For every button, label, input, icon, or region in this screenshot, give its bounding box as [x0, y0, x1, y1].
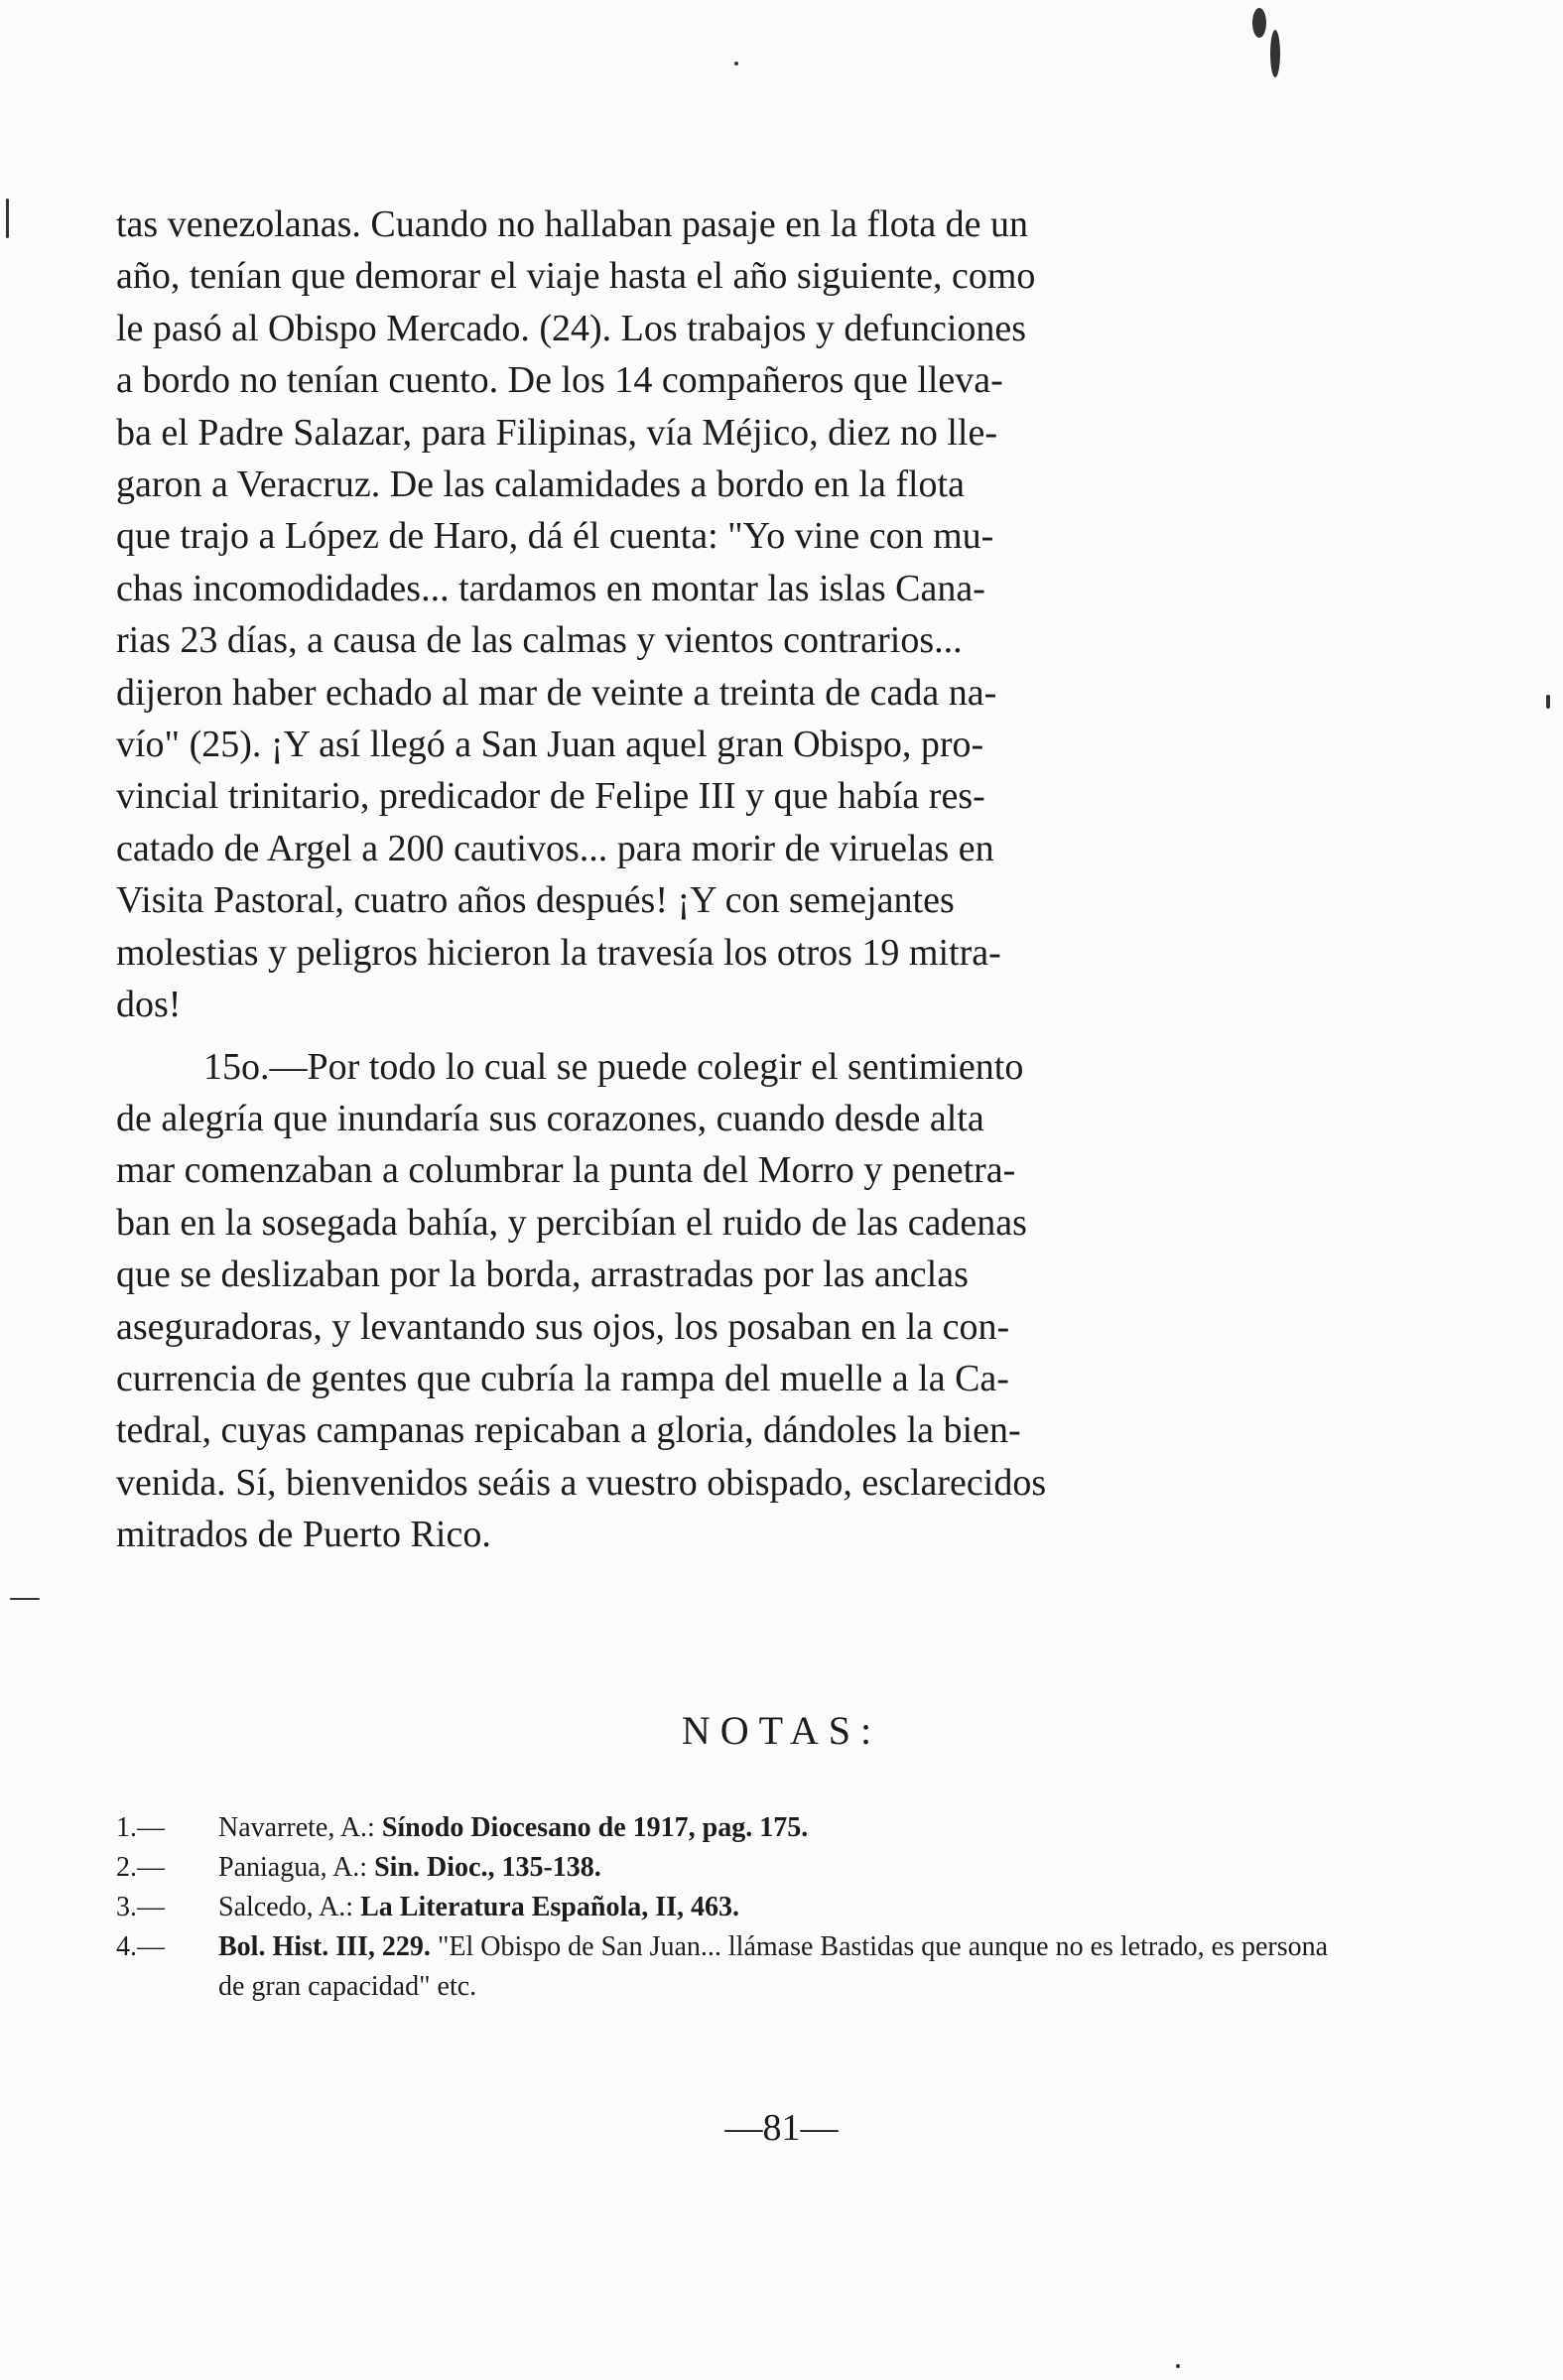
- note-item: [116, 1808, 1335, 1848]
- note-author: Paniagua, A.:: [218, 1852, 368, 1883]
- note-work: Sínodo Diocesano de 1917, pag. 175.: [381, 1812, 809, 1843]
- note-text: [218, 1848, 1335, 1888]
- body-paragraph: 15o.—Por todo lo cual se puede colegir el sentimiento de alegría que inundaría sus corazones, cuando desde alta mar comenzaban a columbrar la punta del Morro y penetra- ban en la sosegada bahía, y percibían el ruido de las cadenas que se deslizaban por la borda, arrastradas por las anclas aseguradoras, y levantando sus ojos, los posaban en la con- currencia de gentes que cubría la rampa del muelle a la Ca- tedral, cuyas campanas repicaban a gloria, dándoles la bien- venida. Sí, bienvenidos seáis a vuestro obispado, esclarecidos mitrados de Puerto Rico.: [116, 1045, 1047, 1556]
- note-work: Bol. Hist. III, 229.: [218, 1931, 431, 1962]
- note-work: La Literatura Española, II, 463.: [360, 1892, 740, 1922]
- note-item: [116, 1927, 1335, 2007]
- scan-speck: [734, 62, 738, 66]
- scan-speck: [1176, 2364, 1180, 2368]
- note-number: 1.—: [116, 1812, 165, 1843]
- scan-speck: [10, 1598, 40, 1600]
- note-rest: "El Obispo de San Juan... llámase Bastidas que aunque no es letrado, es persona de gran capacidad" etc.: [218, 1931, 1329, 2002]
- note-number: 3.—: [116, 1892, 165, 1922]
- note-author: Salcedo, A.:: [218, 1892, 354, 1922]
- note-item: [116, 1888, 1335, 1927]
- body-paragraph: tas venezolanas. Cuando no hallaban pasaje en la flota de un año, tenían que demorar el viaje hasta el año siguiente, como le pasó al Obispo Mercado. (24). Los trabajos y defunciones a bordo no tenían cuento. De los 14 compañeros que lleva- ba el Padre Salazar, para Filipinas, vía Méjico, diez no lle- garon a Veracruz. De las calamidades a bordo en la flota que trajo a López de Haro, dá él cuenta: "Yo vine con mu- chas incomodidades... tardamos en montar las islas Cana- rias 23 días, a causa de las calmas y vientos contrarios... dijeron haber echado al mar de veinte a treinta de cada na- vío" (25). ¡Y así llegó a San Juan aquel gran Obispo, pro- vincial trinitario, predicador de Felipe III y que había res- catado de Argel a 200 cautivos... para morir de viruelas en Visita Pastoral, cuatro años después! ¡Y con semejantes molestias y peligros hicieron la travesía los otros 19 mitra- dos!: [116, 203, 1036, 1026]
- page-number: —81—: [724, 2107, 839, 2149]
- scan-speck: [1546, 695, 1550, 709]
- note-author: Navarrete, A.:: [218, 1812, 375, 1843]
- notes-list: [116, 1808, 1335, 2007]
- notes-heading: NOTAS:: [681, 1708, 882, 1753]
- note-text: [218, 1888, 1335, 1927]
- note-number: 2.—: [116, 1852, 165, 1883]
- note-work: Sin. Dioc., 135-138.: [374, 1852, 601, 1883]
- scan-speck: [6, 198, 9, 238]
- scan-speck: [1270, 30, 1280, 77]
- note-text: [218, 1808, 1335, 1848]
- scan-speck: [1252, 8, 1266, 38]
- main-text: [116, 198, 1335, 1561]
- note-number: 4.—: [116, 1931, 165, 1962]
- note-item: [116, 1848, 1335, 1888]
- note-text: [218, 1927, 1335, 2007]
